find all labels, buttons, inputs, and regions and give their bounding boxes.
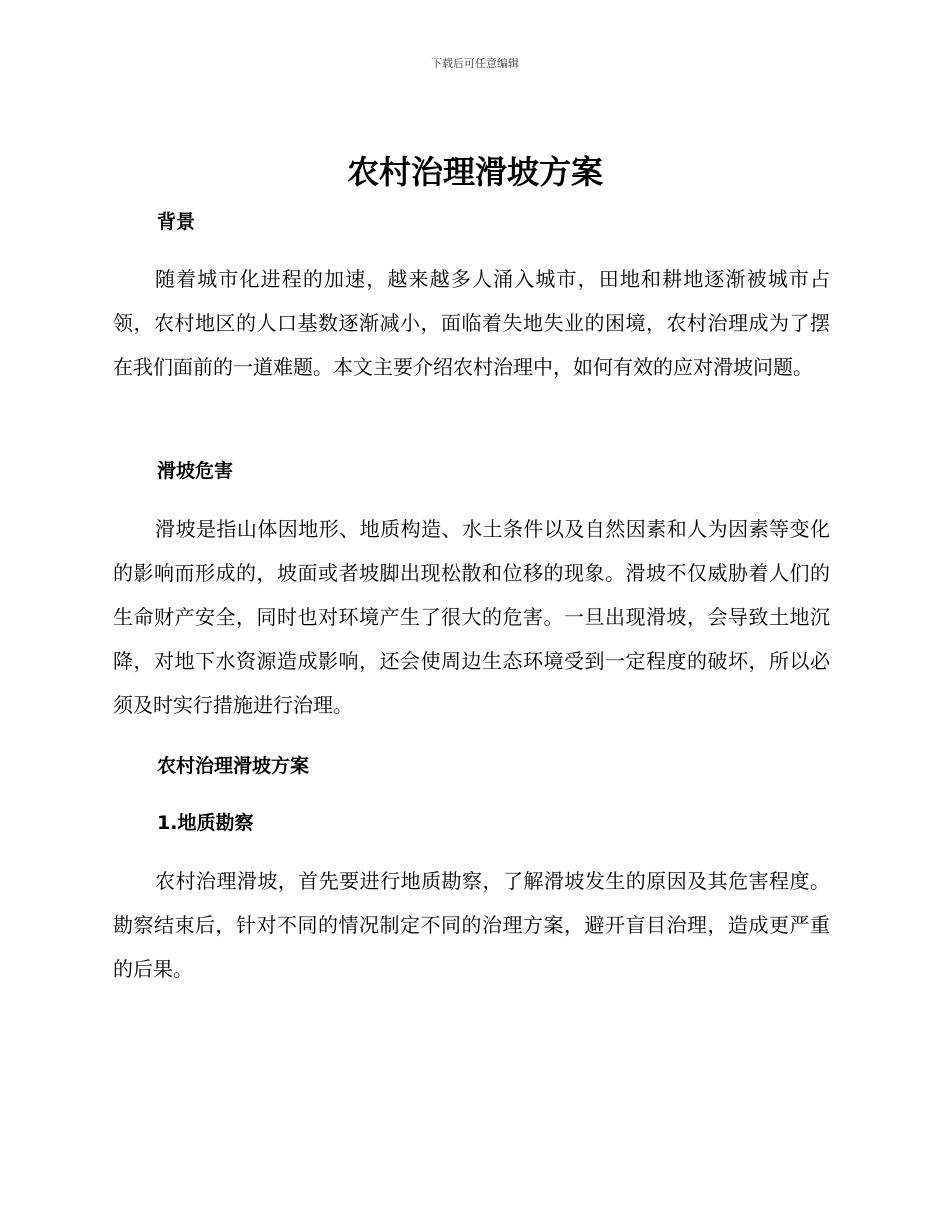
section-body-background: 随着城市化进程的加速，越来越多人涌入城市，田地和耕地逐渐被城市占领，农村地区的人口基数逐渐减小，面临着失地失业的困境，农村治理成为了摆在我们面前的一道难题。本文主要介绍农村治理中，如何有效的应对滑坡问题。	[113, 267, 830, 379]
document-title: 农村治理滑坡方案	[346, 153, 603, 191]
section-heading-governance-plan: 农村治理滑坡方案	[157, 755, 310, 777]
header-note: 下载后可任意编辑	[431, 57, 519, 70]
section-body-landslide-hazard: 滑坡是指山体因地形、地质构造、水土条件以及自然因素和人为因素等变化的影响而形成的，坡面或者坡脚出现松散和位移的现象。滑坡不仅威胁着人们的生命财产安全，同时也对环境产生了很大的危害。一旦出现滑坡，会导致土地沉降，对地下水资源造成影响，还会使周边生态环境受到一定程度的破坏，所以必须及时实行措施进行治理。	[113, 517, 830, 717]
section-heading-landslide-hazard: 滑坡危害	[157, 460, 234, 482]
section-body-geological-survey: 农村治理滑坡，首先要进行地质勘察，了解滑坡发生的原因及其危害程度。勘察结束后，针对不同的情况制定不同的治理方案，避开盲目治理，造成更严重的后果。	[113, 869, 830, 981]
section-heading-background: 背景	[157, 211, 196, 233]
section-heading-geological-survey: 1.地质勘察	[157, 812, 254, 834]
